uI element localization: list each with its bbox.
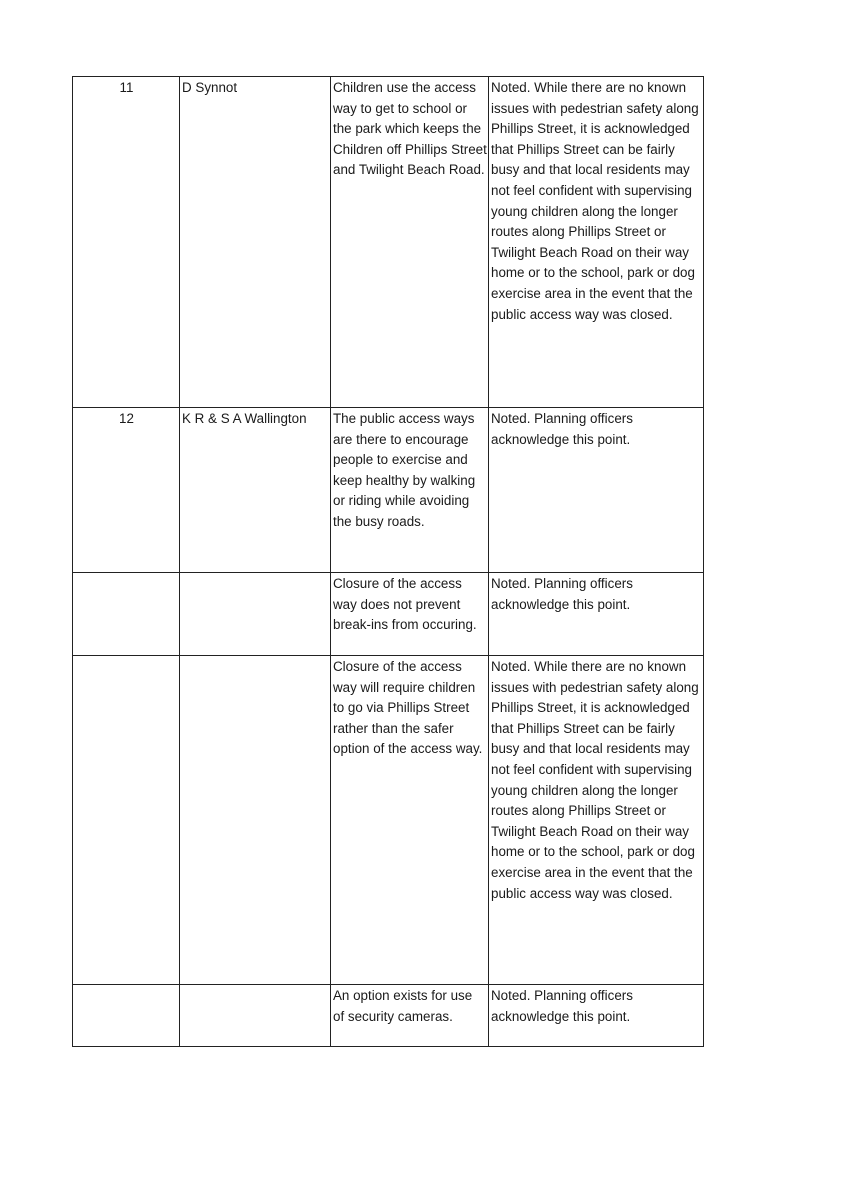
submitter-name-cell <box>180 408 331 573</box>
response-text: Noted. Planning officers acknowledge this point. <box>491 988 633 1024</box>
table-row <box>73 77 704 408</box>
response-cell <box>489 77 704 408</box>
submissions-table <box>72 76 704 1047</box>
submission-number-cell <box>73 656 180 985</box>
response-text: Noted. While there are no known issues with pedestrian safety along Phillips Street, it is acknowledged that Phillips Street can be fairly busy and that local residents may not feel confident with supervising young children along the longer routes along Phillips Street or Twilight Beach Road on their way home or to the school, park or dog exercise area in the event that the public access way was closed. <box>491 659 699 901</box>
response-text: Noted. While there are no known issues with pedestrian safety along Phillips Street, it is acknowledged that Phillips Street can be fairly busy and that local residents may not feel confident with supervising young children along the longer routes along Phillips Street or Twilight Beach Road on their way home or to the school, park or dog exercise area in the event that the public access way was closed. <box>491 80 699 322</box>
issue-cell <box>331 985 489 1047</box>
submitter-name-cell <box>180 573 331 656</box>
submitter-name-cell <box>180 656 331 985</box>
response-text: Noted. Planning officers acknowledge this point. <box>491 411 633 447</box>
response-cell <box>489 573 704 656</box>
issue-text: Closure of the access way will require children to go via Phillips Street rather than the safer option of the access way. <box>333 659 483 757</box>
table-row <box>73 573 704 656</box>
table-row <box>73 656 704 985</box>
issue-text: Children use the access way to get to school or the park which keeps the Children off Phillips Street and Twilight Beach Road. <box>333 80 487 178</box>
submission-number: 12 <box>119 411 134 426</box>
issue-cell <box>331 656 489 985</box>
response-cell <box>489 985 704 1047</box>
submitter-name: D Synnot <box>182 80 238 95</box>
submission-number-cell <box>73 985 180 1047</box>
submission-number-cell <box>73 408 180 573</box>
submission-number: 11 <box>119 80 134 95</box>
issue-text: The public access ways are there to encourage people to exercise and keep healthy by walking or riding while avoiding the busy roads. <box>333 411 476 529</box>
issue-text: Closure of the access way does not prevent break-ins from occuring. <box>333 576 477 633</box>
submission-number-cell <box>73 77 180 408</box>
table-row <box>73 985 704 1047</box>
response-cell <box>489 656 704 985</box>
submitter-name: K R & S A Wallington <box>182 411 307 426</box>
submitter-name-cell <box>180 985 331 1047</box>
submission-number-cell <box>73 573 180 656</box>
issue-cell <box>331 408 489 573</box>
issue-cell <box>331 77 489 408</box>
issue-cell <box>331 573 489 656</box>
submitter-name-cell <box>180 77 331 408</box>
response-cell <box>489 408 704 573</box>
issue-text: An option exists for use of security cameras. <box>333 988 473 1024</box>
response-text: Noted. Planning officers acknowledge this point. <box>491 576 633 612</box>
table-row <box>73 408 704 573</box>
